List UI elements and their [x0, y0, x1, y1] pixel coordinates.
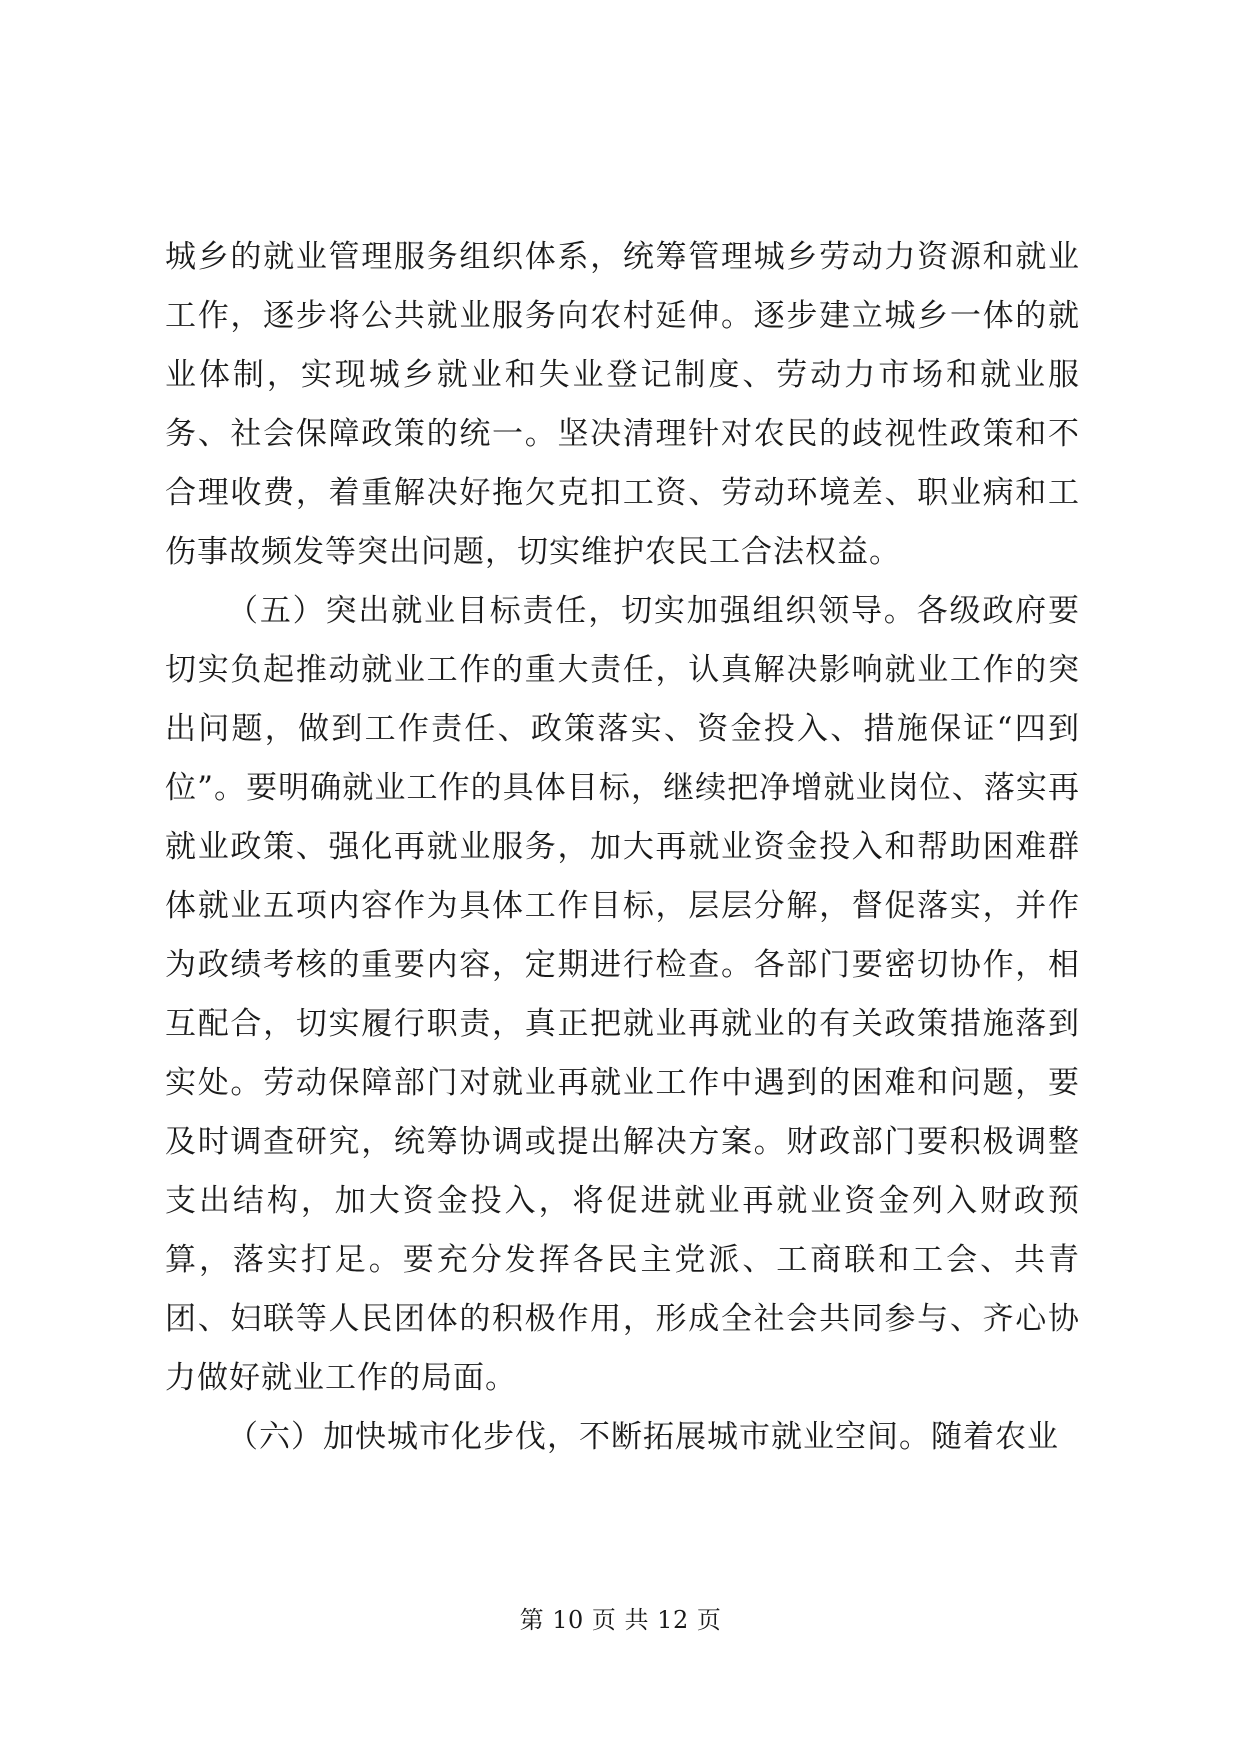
paragraph-section-five: （五）突出就业目标责任，切实加强组织领导。各级政府要切实负起推动就业工作的重大责任，认真解决影响就业工作的突出问题，做到工作责任、政策落实、资金投入、措施保证“四到位”。要明确就业工作的具体目标，继续把净增就业岗位、落实再就业政策、强化再就业服务，加大再就业资金投入和帮助困难群体就业五项内容作为具体工作目标，层层分解，督促落实，并作为政绩考核的重要内容，定期进行检查。各部门要密切协作，相互配合，切实履行职责，真正把就业再就业的有关政策措施落到实处。劳动保障部门对就业再就业工作中遇到的困难和问题，要及时调查研究，统筹协调或提出解决方案。财政部门要积极调整支出结构，加大资金投入，将促进就业再就业资金列入财政预算，落实打足。要充分发挥各民主党派、工商联和工会、共青团、妇联等人民团体的积极作用，形成全社会共同参与、齐心协力做好就业工作的局面。 — [165, 593, 1080, 1396]
document-body — [165, 228, 1080, 1467]
paragraph-continuation: 城乡的就业管理服务组织体系，统筹管理城乡劳动力资源和就业工作，逐步将公共就业服务向农村延伸。逐步建立城乡一体的就业体制，实现城乡就业和失业登记制度、劳动力市场和就业服务、社会保障政策的统一。坚决清理针对农民的歧视性政策和不合理收费，着重解决好拖欠克扣工资、劳动环境差、职业病和工伤事故频发等突出问题，切实维护农民工合法权益。 — [165, 239, 1080, 570]
paragraph-section-six: （六）加快城市化步伐，不断拓展城市就业空间。随着农业 — [227, 1419, 1059, 1455]
page-number-footer: 第 10 页 共 12 页 — [519, 1606, 722, 1634]
